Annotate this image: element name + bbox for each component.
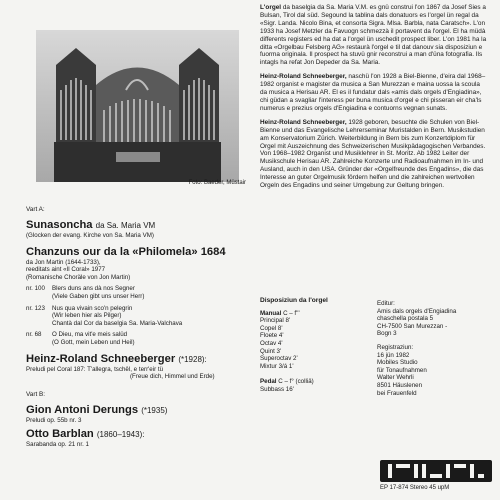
editor-label: Editur: [377, 300, 395, 307]
registration-label: Registraziun: [377, 343, 414, 351]
side-b-label: Vart B: [26, 390, 46, 398]
list-item-translation: (O Gott, mein Leben und Heil) [52, 338, 135, 346]
organ-disposition [260, 297, 390, 394]
list-item-extra: Chantà dal Cor da baselgia Sa. Maria-Valchava [52, 319, 183, 327]
editor-line: Bogn 3 [377, 330, 397, 338]
work-line: reeditats aint «Il Coral» 1977 [26, 266, 106, 274]
work-line: Preludi op. 55b nr. 3 [26, 416, 82, 424]
work-line: Preludi pel Coral 187: T'allegra, tschêl, e terr'eir tü [26, 365, 164, 373]
stop-item: Principal 8' [260, 317, 291, 325]
work-line: da Jon Martin (1644-1733), [26, 258, 101, 266]
track-list [26, 206, 248, 449]
list-item: nr. 123 Nus qua vivain sco'n pelegrin [26, 304, 133, 312]
section-title: Disposiziun da l'orgel [260, 297, 328, 304]
registration-line: Walter Wehrli [377, 374, 414, 382]
registration-line: 16 jün 1982 [377, 351, 410, 359]
work-line: (Romanische Choräle von Jon Martin) [26, 273, 131, 281]
publisher-info [377, 300, 492, 397]
stop-item: Mixtur 3/á 1' [260, 362, 294, 370]
editor-line: CH-7500 San Murezzan - [377, 322, 448, 330]
stop-item: Copel 8' [260, 324, 283, 332]
stop-item: Quint 3' [260, 347, 282, 355]
paragraph: L'orgel da baselgia da Sa. Maria V.M. es gnü construi l'on 1867 da Josef Sies a Bulsan, Tirol dal süd. Segound la tablina dals donatuors es l'orgel ün regal da «Sigr. Landa. Nicolo Bina, et consorta Sigra. Mlsa. Barbla, nata Caratsch». L'on 1933 ha Josef Metzler da Favuogn schmezzà il portavent da l'orgel. El ha müdà differents registers ed ha dat a l'orgel ün uschedit prospect liber. L'on 1981 ha la ditta «Orgelbau Felsberg AG» restaurà l'orgel e til dat danouv sia disposiziun e fuorma originala. Il prospect ha stuvü gnir reconstrui a man d'üna fotografia. Ils intagls ha refat Jon Depeder da Sa. Maria. [260, 4, 487, 67]
paragraph: Heinz-Roland Schneeberger, 1928 geboren, besuchte die Schulen von Biel-Bienne und das Evangelische Lehrerseminar Muristalden in Bern. Musikstudien am Konservatorium Zürich. Weiterbildung in Bern bis zum Konzertdiplom für Orgel mit Auszeichnung des Schweizerischen Musikpädagogischen Verbandes. Von 1968–1982 Organist und Musiklehrer in St. Moritz. Ab 1982 Leiter der Musikschule Herisau AR. Zahlreiche Konzerte und Radioaufnahmen im In- und Ausland, auch in den USA. Gründer der «Orgelfreunde des Engadins», die das Interesse an guter Orgelmusik fördern helfen und die zahlreichen wertvollen Orgeln des Engadins und seiner Umgebung zur Geltung bringen. [260, 118, 486, 190]
paragraph: Heinz-Roland Schneeberger, naschü l'on 1928 a Biel-Bienne, d'eira dal 1968–1982 organist e magister da musica a San Murezzan e maina uossa la scoula da musica a Herisau AR. El es il fundatur dals «amis dals orgels d'Engiadina», chi güdan a svagliar l'interess per buna musica d'orgel e chi pisseran eir cha'ls numerus e prezius orgels d'Engiadina e contuorns vegnan sunats. [260, 73, 486, 112]
stop-item: Octav 4' [260, 339, 283, 347]
list-item: nr. 100 Blers duns ans dà nos Segner [26, 285, 135, 293]
registration-line: bei Frauenfeld [377, 389, 417, 397]
work-note: (Glocken der evang. Kirche von Sa. Maria VM) [26, 232, 154, 239]
stop-item: Floete 4' [260, 332, 284, 340]
organ-photo [36, 30, 239, 182]
work-line: Sarabanda op. 21 nr. 1 [26, 441, 89, 449]
editor-line: chaschella postala 5 [377, 315, 434, 323]
work-title: Gion Antoni Derungs (*1935) [26, 403, 168, 416]
registration-line: 8501 Häuslenen [377, 381, 423, 389]
work-title: Otto Barblan (1860–1943): [26, 428, 145, 441]
photo-credit: Foto: Baeder, Müstair [188, 180, 246, 186]
liner-notes [260, 4, 488, 196]
catalog-number: EP 17-874 Stereo 45 upM [380, 485, 450, 491]
list-item: nr. 68 O Dieu, ma vit'e meis salüd [26, 331, 128, 339]
work-title: Heinz-Roland Schneeberger (*1928): [26, 352, 207, 365]
stop-item: Superoctav 2' [260, 355, 298, 363]
editor-line: Amis dals orgels d'Engiadina [377, 307, 457, 315]
registration-line: Mobiles Studio [377, 359, 418, 367]
registration-line: für Tonaufnahmen [377, 366, 427, 374]
list-item-translation: (Wir leben hier als Pilger) [52, 312, 122, 320]
work-title: Sunasoncha da Sa. Maria VM [26, 219, 156, 231]
work-line: (Freue dich, Himmel und Erde) [130, 373, 215, 381]
manual-heading: Manual C – f''' [260, 309, 300, 317]
pedal-heading: Pedal C – f° (colliä) [260, 378, 314, 386]
stop-item: Subbass 16' [260, 385, 294, 393]
work-title: Chanzuns our da la «Philomela» 1684 [26, 245, 226, 258]
side-a-label: Vart A: [26, 206, 45, 213]
label-logo-icon [380, 460, 492, 482]
list-item-translation: (Viele Gaben gibt uns unser Herr) [52, 292, 145, 300]
